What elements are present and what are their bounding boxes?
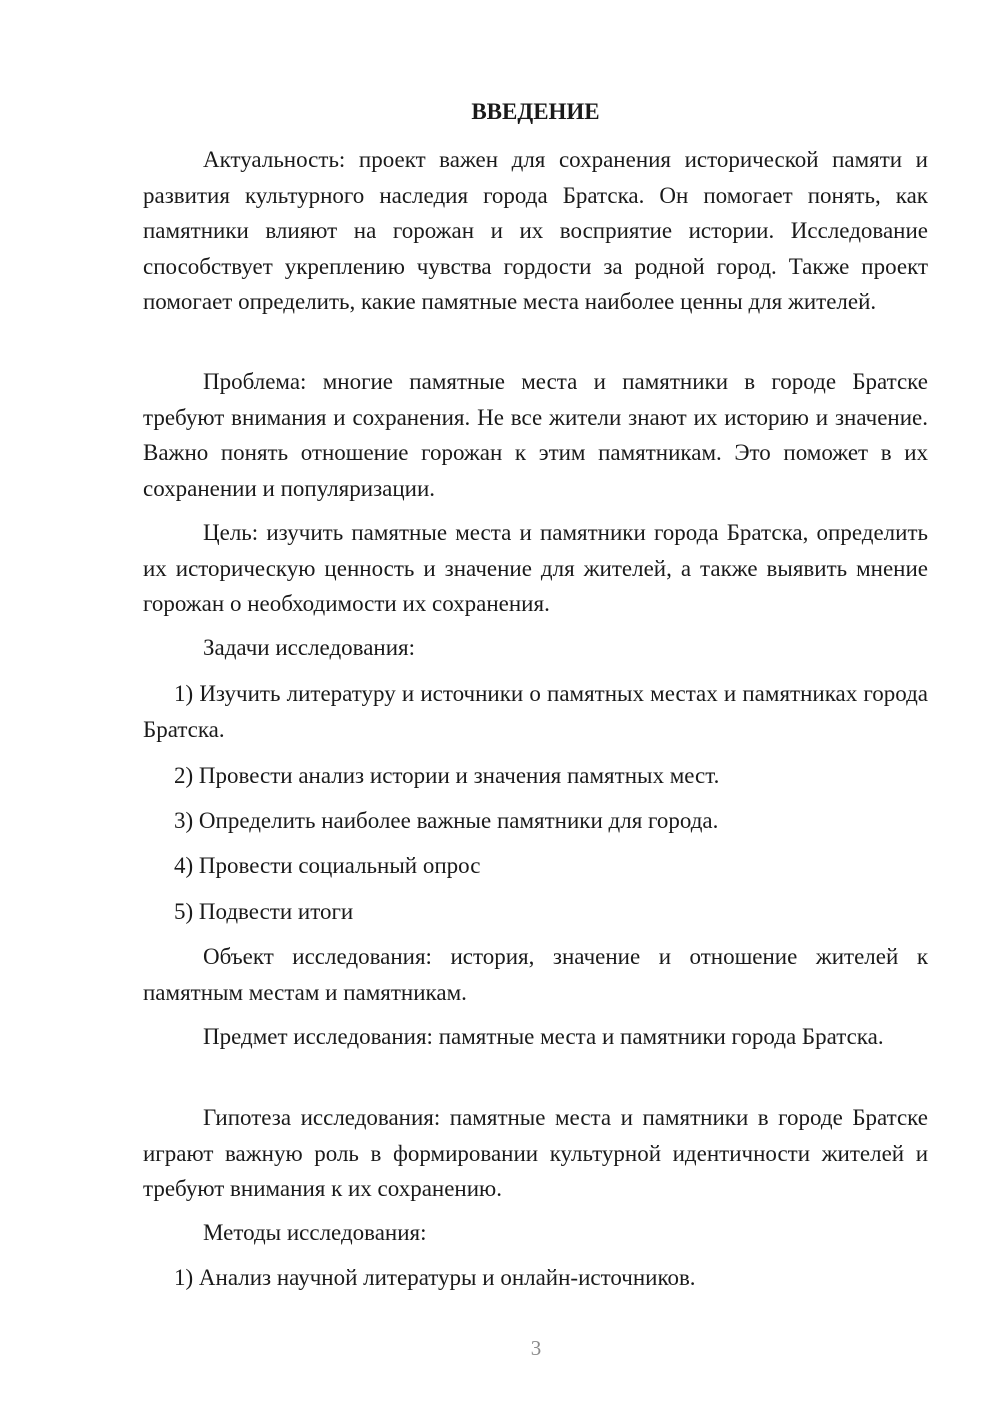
task-item-2: 2) Провести анализ истории и значения памятных мест. bbox=[174, 763, 720, 788]
page-number: 3 bbox=[530, 1336, 542, 1360]
task-item-5: 5) Подвести итоги bbox=[174, 899, 354, 924]
methods-title: Методы исследования: bbox=[203, 1220, 427, 1245]
task-item-3: 3) Определить наиболее важные памятники для города. bbox=[174, 808, 719, 833]
problem-paragraph: Проблема: многие памятные места и памятники в городе Братске требуют внимания и сохранения. Не все жители знают их историю и значение. Важно понять отношение горожан к этим памятникам. Это поможет в их сохранении и популяризации. bbox=[143, 369, 928, 501]
goal-paragraph: Цель: изучить памятные места и памятники города Братска, определить их историческую ценность и значение для жителей, а также выявить мнение горожан о необходимости их сохранения. bbox=[143, 520, 928, 616]
relevance-paragraph: Актуальность: проект важен для сохранения исторической памяти и развития культурного наследия города Братска. Он помогает понять, как памятники влияют на горожан и их восприятие истории. Исследование способствует укреплению чувства гордости за родной город. Также проект помогает определить, какие памятные места наиболее ценны для жителей. bbox=[143, 147, 928, 314]
section-heading: ВВЕДЕНИЕ bbox=[471, 99, 600, 124]
tasks-title: Задачи исследования: bbox=[203, 635, 416, 660]
subject-paragraph: Предмет исследования: памятные места и памятники города Братска. bbox=[203, 1024, 884, 1049]
hypothesis-paragraph: Гипотеза исследования: памятные места и памятники в городе Братске играют важную роль в формировании культурной идентичности жителей и требуют внимания к их сохранению. bbox=[143, 1105, 928, 1201]
method-item-1: 1) Анализ научной литературы и онлайн-источников. bbox=[174, 1265, 696, 1290]
task-item-4: 4) Провести социальный опрос bbox=[174, 853, 481, 878]
object-paragraph: Объект исследования: история, значение и отношение жителей к памятным местам и памятникам. bbox=[143, 944, 928, 1005]
task-item-1: 1) Изучить литературу и источники о памятных местах и памятниках города Братска. bbox=[143, 681, 928, 742]
